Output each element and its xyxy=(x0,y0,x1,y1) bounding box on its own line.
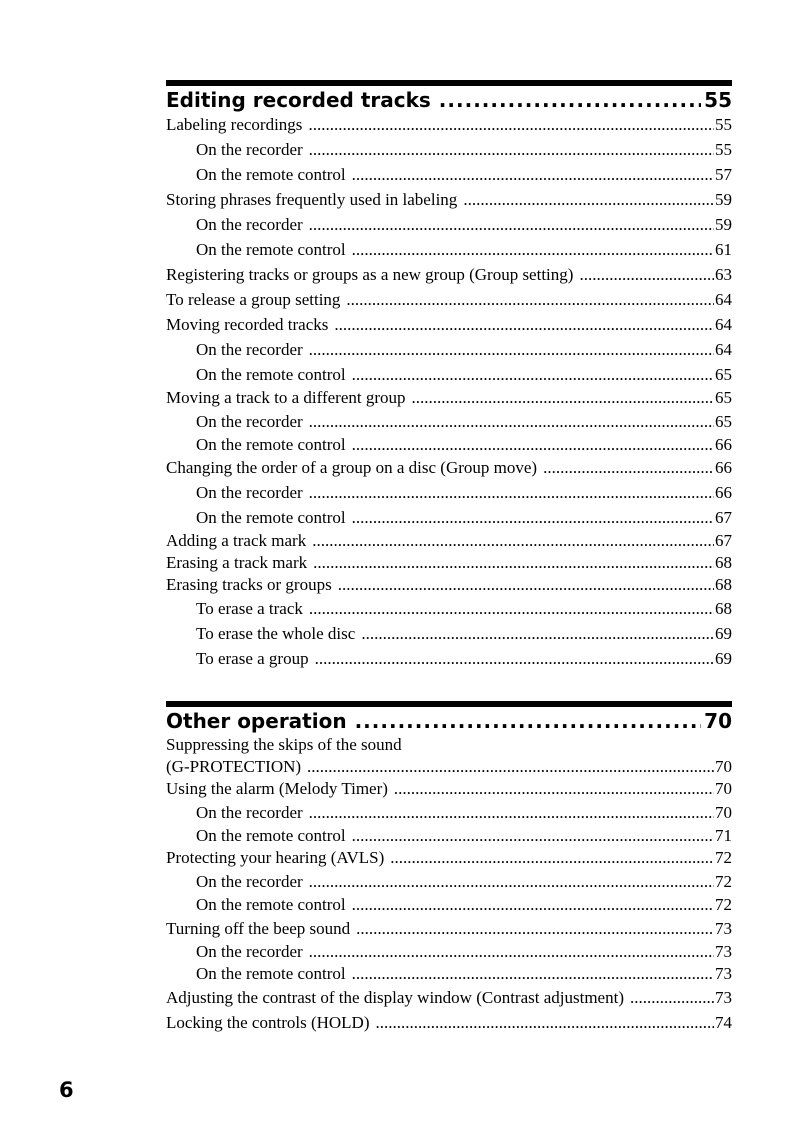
toc-subentry xyxy=(166,505,732,530)
entry-page: 68 xyxy=(715,553,732,572)
leader-dots xyxy=(309,800,714,825)
entry-title: Erasing tracks or groups xyxy=(166,575,332,594)
entry-title: Adjusting the contrast of the display window (Contrast adjustment) xyxy=(166,988,624,1007)
leader-dots xyxy=(630,985,714,1010)
entry-page: 72 xyxy=(715,895,732,914)
entry-title: Labeling recordings xyxy=(166,115,303,134)
entry-page: 64 xyxy=(715,290,732,309)
toc-entry xyxy=(166,552,732,574)
entry-title: On the remote control xyxy=(196,826,346,845)
entry-page: 66 xyxy=(715,458,732,477)
entry-title: On the recorder xyxy=(196,340,303,359)
entry-page: 61 xyxy=(715,240,732,259)
section-heading xyxy=(166,708,732,734)
entry-page: 69 xyxy=(715,624,732,643)
entry-page: 72 xyxy=(715,872,732,891)
entry-title: Moving a track to a different group xyxy=(166,388,406,407)
entry-page: 59 xyxy=(715,215,732,234)
toc-entry xyxy=(166,530,732,552)
leader-dots xyxy=(390,847,714,869)
entry-page: 67 xyxy=(715,508,732,527)
toc-subentry xyxy=(166,480,732,505)
toc-subentry xyxy=(166,337,732,362)
toc-subentry xyxy=(166,434,732,456)
toc-entry xyxy=(166,778,732,800)
toc-subentry xyxy=(166,963,732,985)
leader-dots xyxy=(309,409,714,434)
entry-title: On the remote control xyxy=(196,365,346,384)
entry-title: On the remote control xyxy=(196,895,346,914)
toc-entry xyxy=(166,113,732,137)
toc-subentry xyxy=(166,362,732,387)
leader-dots xyxy=(338,574,714,596)
toc-subentry xyxy=(166,212,732,237)
entry-title: Using the alarm (Melody Timer) xyxy=(166,779,388,798)
entry-page: 67 xyxy=(715,531,732,550)
entry-title: On the remote control xyxy=(196,165,346,184)
leader-dots xyxy=(412,387,714,409)
toc-subentry xyxy=(166,800,732,825)
leader-dots xyxy=(394,778,714,800)
page-number: 6 xyxy=(59,1078,74,1102)
toc-list xyxy=(166,113,732,671)
entry-title: Erasing a track mark xyxy=(166,553,308,572)
entry-title: Turning off the beep sound xyxy=(166,919,351,938)
entry-page: 73 xyxy=(715,942,732,961)
leader-dots xyxy=(309,480,714,505)
entry-page: 64 xyxy=(715,340,732,359)
leader-dots xyxy=(308,113,714,137)
entry-title: On the recorder xyxy=(196,872,303,891)
leader-dots xyxy=(352,362,714,387)
leader-dots xyxy=(356,916,714,941)
toc-entry xyxy=(166,1010,732,1035)
section-rule xyxy=(166,701,732,707)
toc-subentry xyxy=(166,237,732,262)
leader-dots xyxy=(352,237,714,262)
toc-entry xyxy=(166,262,732,287)
leader-dots xyxy=(579,262,714,287)
toc-entry xyxy=(166,756,732,778)
entry-title: To erase a track xyxy=(196,599,303,618)
entry-page: 74 xyxy=(715,1013,732,1032)
entry-title: Moving recorded tracks xyxy=(166,315,329,334)
toc-subentry xyxy=(166,894,732,916)
leader-dots xyxy=(352,434,714,456)
toc-entry xyxy=(166,312,732,337)
leader-dots xyxy=(439,87,701,113)
entry-page: 55 xyxy=(715,140,732,159)
entry-page: 66 xyxy=(715,435,732,454)
toc-entry xyxy=(166,734,732,756)
entry-title: On the recorder xyxy=(196,140,303,159)
toc-subentry xyxy=(166,162,732,187)
toc-subentry xyxy=(166,596,732,621)
entry-title: On the recorder xyxy=(196,942,303,961)
leader-dots xyxy=(352,162,714,187)
entry-page: 65 xyxy=(715,365,732,384)
entry-page: 73 xyxy=(715,919,732,938)
entry-title: On the recorder xyxy=(196,803,303,822)
leader-dots xyxy=(361,621,714,646)
toc-subentry xyxy=(166,646,732,671)
section-title: Editing recorded tracks xyxy=(166,88,431,112)
leader-dots xyxy=(352,963,714,985)
entry-title: Registering tracks or groups as a new group (Group setting) xyxy=(166,265,574,284)
entry-title: On the remote control xyxy=(196,964,346,983)
leader-dots xyxy=(543,456,714,480)
leader-dots xyxy=(355,708,702,734)
leader-dots xyxy=(334,312,714,337)
leader-dots xyxy=(309,137,714,162)
toc-entry xyxy=(166,187,732,212)
entry-page: 68 xyxy=(715,599,732,618)
toc-subentry xyxy=(166,621,732,646)
toc-section-editing xyxy=(166,80,732,671)
entry-title: On the recorder xyxy=(196,483,303,502)
entry-title: On the remote control xyxy=(196,240,346,259)
entry-title: Protecting your hearing (AVLS) xyxy=(166,848,385,867)
entry-page: 63 xyxy=(715,265,732,284)
entry-title: On the recorder xyxy=(196,215,303,234)
entry-title: To erase the whole disc xyxy=(196,624,356,643)
toc-subentry xyxy=(166,409,732,434)
entry-page: 66 xyxy=(715,483,732,502)
entry-title: Suppressing the skips of the sound xyxy=(166,735,402,754)
leader-dots xyxy=(309,596,714,621)
section-heading xyxy=(166,87,732,113)
leader-dots xyxy=(309,869,714,894)
entry-title: (G-PROTECTION) xyxy=(166,757,302,776)
entry-page: 69 xyxy=(715,649,732,668)
leader-dots xyxy=(312,530,714,552)
entry-page: 73 xyxy=(715,964,732,983)
toc-entry xyxy=(166,387,732,409)
entry-page: 59 xyxy=(715,190,732,209)
leader-dots xyxy=(463,187,714,212)
entry-page: 72 xyxy=(715,848,732,867)
entry-page: 73 xyxy=(715,988,732,1007)
entry-page: 70 xyxy=(715,779,732,798)
section-page: 70 xyxy=(704,709,732,733)
toc-entry xyxy=(166,574,732,596)
leader-dots xyxy=(307,756,714,778)
leader-dots xyxy=(313,552,714,574)
leader-dots xyxy=(375,1010,714,1035)
entry-page: 71 xyxy=(715,826,732,845)
entry-page: 65 xyxy=(715,412,732,431)
toc-section-other-operation xyxy=(166,701,732,1035)
toc-list xyxy=(166,734,732,1035)
toc-entry xyxy=(166,916,732,941)
toc-entry xyxy=(166,287,732,312)
entry-title: To release a group setting xyxy=(166,290,341,309)
leader-dots xyxy=(352,825,714,847)
entry-title: Storing phrases frequently used in labeling xyxy=(166,190,458,209)
entry-title: To erase a group xyxy=(196,649,309,668)
toc-entry xyxy=(166,985,732,1010)
toc-entry xyxy=(166,847,732,869)
entry-title: On the remote control xyxy=(196,508,346,527)
entry-page: 65 xyxy=(715,388,732,407)
leader-dots xyxy=(309,941,714,963)
entry-title: On the remote control xyxy=(196,435,346,454)
entry-page: 57 xyxy=(715,165,732,184)
section-rule xyxy=(166,80,732,86)
leader-dots xyxy=(352,894,714,916)
toc-subentry xyxy=(166,137,732,162)
entry-page: 70 xyxy=(715,803,732,822)
toc-subentry xyxy=(166,941,732,963)
toc-subentry xyxy=(166,869,732,894)
entry-page: 70 xyxy=(715,757,732,776)
section-page: 55 xyxy=(704,88,732,112)
leader-dots xyxy=(309,337,714,362)
toc-entry xyxy=(166,456,732,480)
entry-page: 55 xyxy=(715,115,732,134)
leader-dots xyxy=(309,212,714,237)
leader-dots xyxy=(315,646,714,671)
entry-page: 64 xyxy=(715,315,732,334)
entry-title: Changing the order of a group on a disc (Group move) xyxy=(166,458,538,477)
entry-title: Locking the controls (HOLD) xyxy=(166,1013,370,1032)
entry-title: On the recorder xyxy=(196,412,303,431)
entry-title: Adding a track mark xyxy=(166,531,307,550)
leader-dots xyxy=(352,505,714,530)
toc-subentry xyxy=(166,825,732,847)
entry-page: 68 xyxy=(715,575,732,594)
section-title: Other operation xyxy=(166,709,347,733)
leader-dots xyxy=(346,287,714,312)
